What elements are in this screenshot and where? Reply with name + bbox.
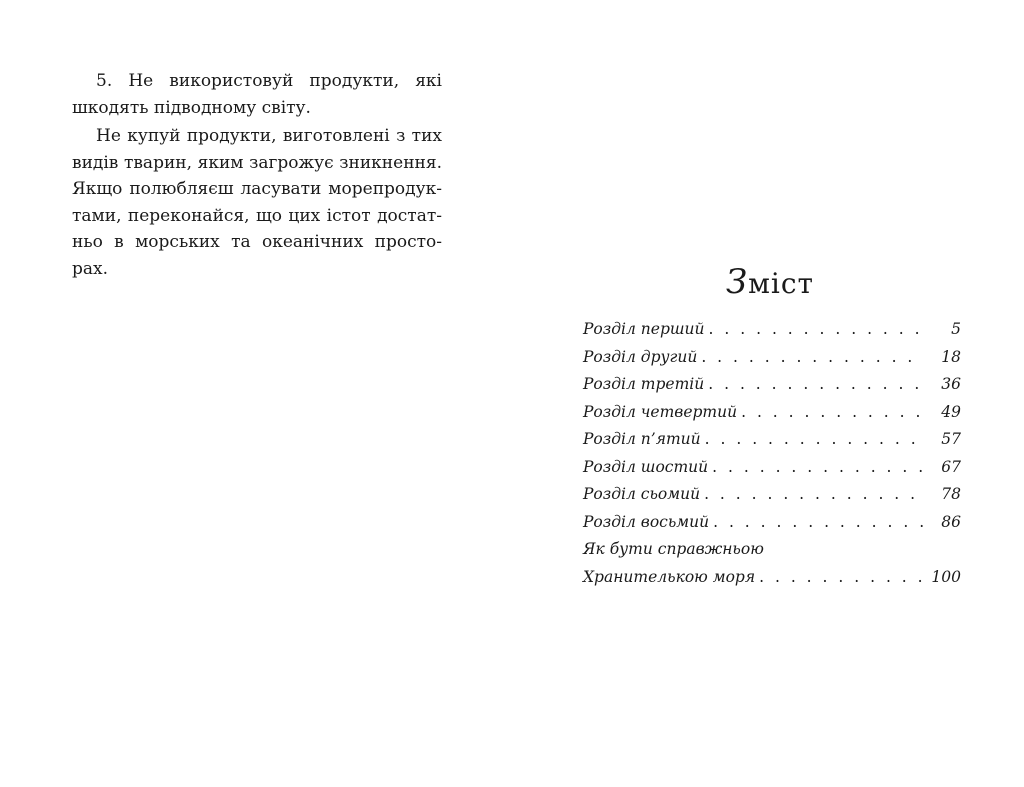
text-line: видів тварин, яким загрожує зникнення.	[72, 152, 442, 173]
toc-dot-leader	[704, 481, 923, 509]
left-page-text	[72, 68, 442, 284]
text-line: Якщо полюбляєш ласувати морепродук-	[72, 179, 442, 199]
toc-entry-page: 5	[951, 320, 961, 338]
toc-entry-label: Розділ четвертий	[583, 402, 738, 421]
toc-entry-page: 49	[941, 402, 961, 421]
toc-entry-label: Розділ перший	[583, 320, 705, 338]
text-line: тами, переконайся, що цих істот достат-	[72, 205, 442, 226]
text-line: шкодять підводному світу.	[72, 97, 311, 118]
toc-dot-leader	[701, 344, 923, 372]
toc-entry-label: Розділ другий	[583, 347, 698, 366]
toc-entry-label: Розділ восьмий	[583, 512, 710, 531]
toc-entry-label: Розділ п’ятий	[583, 430, 701, 448]
toc-entry-page: 100	[931, 567, 961, 586]
toc-entry-guardian-line-1[interactable]	[583, 536, 961, 564]
toc-heading-initial: З	[725, 262, 749, 302]
toc-entry-page: 78	[941, 485, 961, 503]
toc-entry-label: Розділ шостий	[583, 457, 709, 476]
toc-entry-chapter-4[interactable]	[583, 399, 961, 427]
text-line: Не купуй продукти, виготовлені з тих	[96, 126, 442, 146]
toc-entry-page: 67	[941, 457, 961, 476]
text-line: 5. Не використовуй продукти, які	[96, 71, 442, 91]
toc-heading	[700, 262, 840, 302]
paragraph-tip-5-details	[72, 123, 442, 282]
toc-dot-leader	[709, 316, 923, 344]
toc-dot-leader	[713, 509, 923, 537]
toc-dot-leader	[708, 371, 923, 399]
toc-entry-page: 36	[941, 375, 961, 393]
toc-heading-rest: міст	[748, 267, 815, 300]
toc-entry-label: Як бути справжньою	[583, 540, 764, 558]
paragraph-tip-5	[72, 68, 442, 121]
toc-entry-label: Розділ сьомий	[583, 485, 701, 503]
table-of-contents	[583, 316, 961, 591]
toc-entry-chapter-8[interactable]	[583, 509, 961, 537]
toc-entry-page: 57	[941, 430, 961, 448]
toc-entry-chapter-7[interactable]	[583, 481, 961, 509]
toc-dot-leader	[741, 399, 923, 427]
toc-entry-guardian-line-2[interactable]	[583, 564, 961, 592]
toc-entry-label: Хранителькою моря	[583, 567, 756, 586]
toc-entry-chapter-6[interactable]	[583, 454, 961, 482]
toc-dot-leader	[705, 426, 923, 454]
toc-entry-page: 86	[941, 512, 961, 531]
toc-entry-chapter-3[interactable]	[583, 371, 961, 399]
text-line: рах.	[72, 258, 109, 279]
toc-entry-chapter-2[interactable]	[583, 344, 961, 372]
toc-entry-page: 18	[941, 347, 961, 366]
text-line: ньо в морських та океанічних просто-	[72, 232, 442, 252]
toc-entry-label: Розділ третій	[583, 375, 705, 393]
toc-dot-leader	[712, 454, 923, 482]
toc-dot-leader	[759, 564, 923, 592]
toc-entry-chapter-1[interactable]	[583, 316, 961, 344]
toc-entry-chapter-5[interactable]	[583, 426, 961, 454]
